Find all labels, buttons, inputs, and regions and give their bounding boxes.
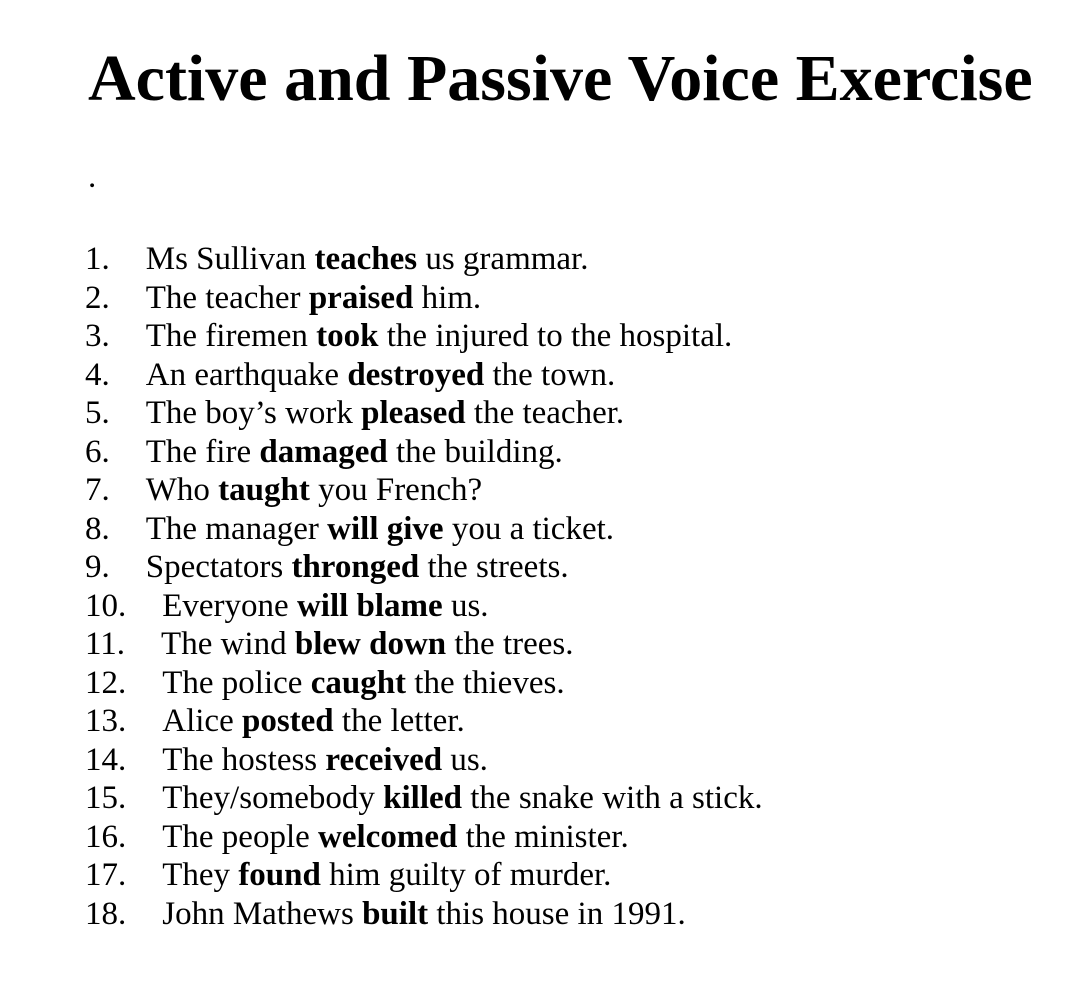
item-text (161, 626, 573, 662)
list-item (85, 587, 1080, 626)
list-item (85, 895, 1080, 934)
verb-bold-segment: will blame (296, 587, 443, 624)
exercise-list (85, 240, 1080, 933)
text-segment: the building. (387, 433, 563, 470)
item-text (162, 588, 488, 624)
text-segment: Everyone (162, 587, 297, 624)
text-segment: the town. (484, 356, 616, 393)
item-number: 16. (85, 818, 127, 855)
list-item (85, 625, 1080, 664)
item-text (146, 549, 569, 585)
text-segment: the streets. (419, 549, 569, 585)
text-segment: John Mathews (162, 895, 363, 932)
list-item (85, 317, 1080, 356)
item-number: 14. (85, 741, 127, 778)
list-item (85, 664, 1080, 703)
list-item (85, 433, 1080, 472)
document-page (0, 42, 1080, 1005)
list-item (85, 741, 1080, 780)
text-segment: An earthquake (145, 356, 348, 393)
item-text (162, 665, 564, 701)
item-text (146, 434, 563, 470)
verb-bold-segment: killed (383, 780, 462, 816)
list-item (85, 856, 1080, 895)
item-number: 12. (85, 664, 127, 701)
item-number: 11. (85, 626, 126, 662)
page-title: Active and Passive Voice Exercise (88, 42, 1033, 115)
text-segment: you a ticket. (443, 510, 615, 547)
verb-bold-segment: posted (241, 703, 334, 739)
text-segment: They/somebody (162, 780, 384, 816)
item-number: 13. (85, 703, 127, 739)
list-item (85, 240, 1080, 279)
text-segment: The hostess (162, 741, 326, 778)
item-text (146, 511, 614, 547)
item-text (146, 280, 481, 316)
list-item (85, 394, 1080, 433)
item-number: 7. (85, 472, 110, 508)
list-item (85, 548, 1080, 587)
text-segment: The firemen (145, 318, 317, 354)
verb-bold-segment: welcomed (318, 818, 458, 855)
item-text (162, 703, 464, 739)
item-text (162, 742, 488, 778)
item-number: 18. (85, 895, 127, 932)
text-segment: The police (162, 664, 311, 701)
text-segment: The boy’s work (145, 395, 362, 431)
verb-bold-segment: blew down (294, 626, 447, 662)
text-segment: Alice (162, 703, 242, 739)
item-text (146, 241, 589, 277)
verb-bold-segment: built (362, 895, 429, 932)
item-number: 8. (85, 510, 110, 547)
text-segment: The manager (145, 510, 328, 547)
text-segment: him guilty of murder. (320, 857, 612, 893)
text-segment: the letter. (333, 703, 465, 739)
stray-period: . (88, 159, 97, 195)
list-item (85, 471, 1080, 510)
list-item (85, 818, 1080, 857)
text-segment: him. (413, 279, 482, 316)
item-number: 10. (85, 587, 127, 624)
item-text (146, 472, 482, 508)
text-segment: Ms Sullivan (145, 241, 315, 277)
text-segment: the teacher. (465, 395, 625, 431)
verb-bold-segment: pleased (361, 395, 466, 431)
verb-bold-segment: caught (310, 664, 407, 701)
item-number: 4. (85, 356, 110, 393)
text-segment: the minister. (457, 818, 629, 855)
item-text (146, 395, 624, 431)
verb-bold-segment: taught (218, 472, 310, 508)
text-segment: They (162, 857, 239, 893)
text-segment: you French? (309, 472, 483, 508)
verb-bold-segment: thronged (291, 549, 420, 585)
text-segment: The teacher (145, 279, 309, 316)
item-text (146, 318, 733, 354)
text-segment: us. (442, 741, 488, 778)
verb-bold-segment: destroyed (347, 356, 485, 393)
text-segment: The fire (145, 433, 260, 470)
text-segment: the thieves. (406, 664, 565, 701)
verb-bold-segment: will give (327, 510, 444, 547)
item-number: 6. (85, 433, 110, 470)
text-segment: the trees. (446, 626, 574, 662)
verb-bold-segment: damaged (259, 433, 388, 470)
text-segment: Spectators (145, 549, 292, 585)
text-segment: this house in 1991. (428, 895, 686, 932)
verb-bold-segment: found (238, 857, 321, 893)
verb-bold-segment: teaches (314, 241, 418, 277)
verb-bold-segment: received (325, 741, 443, 778)
item-number: 5. (85, 395, 110, 431)
list-item (85, 279, 1080, 318)
item-number: 15. (85, 780, 127, 816)
item-number: 9. (85, 549, 110, 585)
text-segment: The people (162, 818, 319, 855)
list-item (85, 702, 1080, 741)
verb-bold-segment: took (316, 318, 379, 354)
item-number: 3. (85, 318, 110, 354)
text-segment: the snake with a stick. (462, 780, 763, 816)
list-item (85, 356, 1080, 395)
item-text (162, 780, 762, 816)
list-item (85, 510, 1080, 549)
item-text (146, 357, 616, 393)
item-number: 1. (85, 241, 110, 277)
verb-bold-segment: praised (308, 279, 414, 316)
item-text (162, 819, 628, 855)
text-segment: us. (442, 587, 489, 624)
text-segment: the injured to the hospital. (378, 318, 733, 354)
text-segment: Who (145, 472, 219, 508)
item-number: 2. (85, 279, 110, 316)
list-item (85, 779, 1080, 818)
text-segment: us grammar. (417, 241, 589, 277)
item-number: 17. (85, 857, 127, 893)
text-segment: The wind (161, 626, 295, 662)
item-text (162, 857, 611, 893)
item-text (162, 896, 685, 932)
